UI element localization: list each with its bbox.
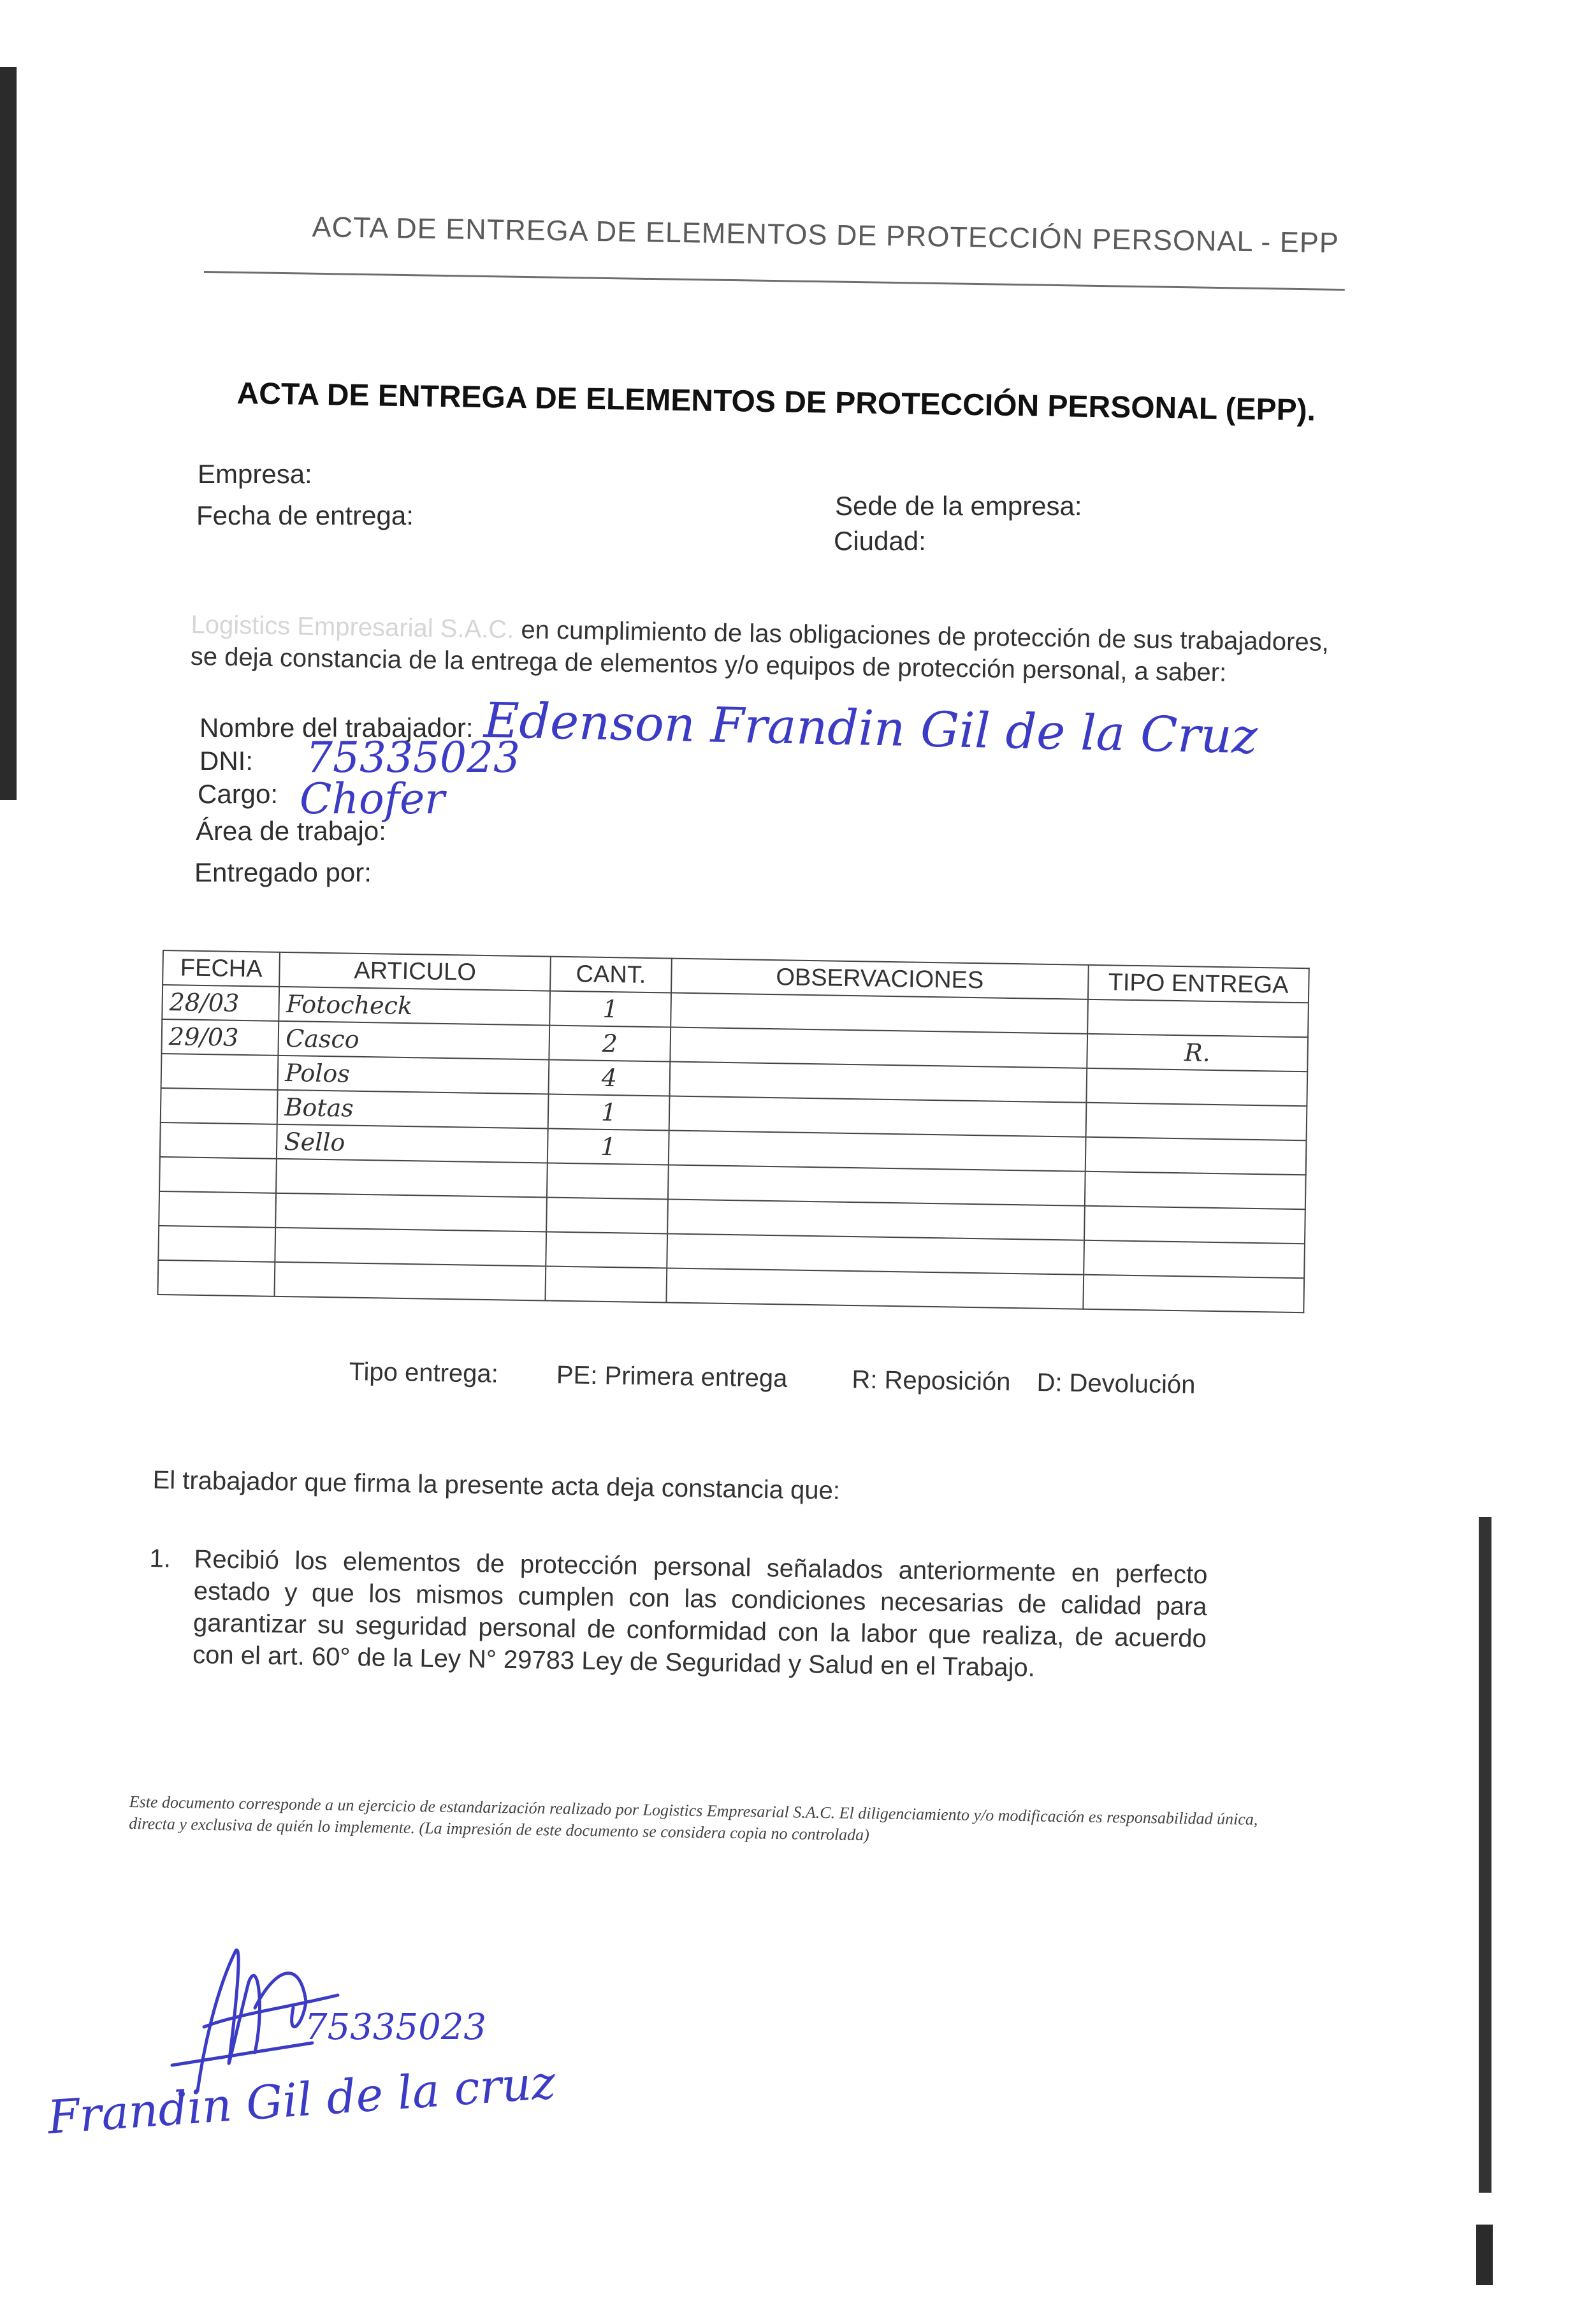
cell-articulo: Polos xyxy=(278,1056,549,1094)
signature-dni: 75335023 xyxy=(305,2007,487,2048)
cell-articulo: Casco xyxy=(279,1021,549,1060)
intro-company: Logistics Empresarial S.A.C. xyxy=(191,610,514,644)
cell-articulo xyxy=(275,1228,546,1267)
cell-articulo: Fotocheck xyxy=(279,987,550,1026)
cell-cant: 1 xyxy=(549,991,671,1028)
cell-fecha xyxy=(160,1122,277,1159)
cell-tipo-entrega xyxy=(1083,1275,1304,1312)
disclaimer-note: Este documento corresponde a un ejercicio de estandarización realizado por Logistics Empresarial S.A.C. El diligenciamiento y/o modificación es responsabilidad única, directa y exclusiva de quién lo implemente. (La impresión de este documento se considera copia no controlada) xyxy=(128,1792,1258,1845)
fecha-entrega-label: Fecha de entrega: xyxy=(196,500,414,530)
col-header-observaciones: OBSERVACIONES xyxy=(671,959,1088,999)
cell-tipo-entrega xyxy=(1084,1240,1305,1278)
ciudad-label: Ciudad: xyxy=(834,526,926,556)
statement-item-number: 1. xyxy=(149,1544,171,1573)
legend-label: Tipo entrega: xyxy=(349,1358,499,1388)
nombre-value: Edenson Frandin Gil de la Cruz xyxy=(483,692,1258,765)
cell-tipo-entrega: R. xyxy=(1087,1034,1308,1071)
cell-fecha: 29/03 xyxy=(161,1019,279,1056)
nombre-label: Nombre del trabajador: xyxy=(200,713,474,743)
cell-cant: 2 xyxy=(549,1026,671,1062)
empresa-label: Empresa: xyxy=(198,459,312,489)
statement-intro: El trabajador que firma la presente acta deja constancia que: xyxy=(152,1466,841,1505)
document-title: ACTA DE ENTREGA DE ELEMENTOS DE PROTECCIÓN PERSONAL (EPP). xyxy=(236,376,1316,428)
scan-edge-left xyxy=(0,67,17,800)
tipo-entrega-legend xyxy=(349,1358,1247,1400)
epp-table-container xyxy=(157,950,1309,1313)
cargo-value: Chofer xyxy=(300,774,445,824)
cell-tipo-entrega xyxy=(1085,1103,1307,1140)
intro-paragraph xyxy=(190,609,1338,690)
statement-item xyxy=(148,1543,1208,1687)
cell-fecha xyxy=(161,1054,279,1090)
cell-tipo-entrega xyxy=(1084,1172,1305,1209)
intro-text: en cumplimiento de las obligaciones de protección de sus trabajadores, se deja constancia de la entrega de elementos y/o equipos de protección personal, a saber: xyxy=(190,615,1330,687)
cargo-label: Cargo: xyxy=(198,779,279,809)
cell-fecha xyxy=(159,1191,276,1228)
header-divider xyxy=(204,271,1345,291)
cell-tipo-entrega xyxy=(1087,999,1309,1037)
cell-tipo-entrega xyxy=(1085,1137,1306,1175)
scan-edge-right-bottom xyxy=(1476,2225,1493,2285)
entregado-label: Entregado por: xyxy=(194,857,372,887)
scan-edge-right xyxy=(1479,1517,1491,2193)
cell-cant: 4 xyxy=(548,1060,670,1096)
cell-fecha: 28/03 xyxy=(162,985,279,1021)
col-header-cant: CANT. xyxy=(550,957,672,993)
cell-tipo-entrega xyxy=(1086,1068,1307,1106)
dni-label: DNI: xyxy=(200,746,253,776)
cell-cant xyxy=(546,1232,667,1268)
col-header-tipo-entrega: TIPO ENTREGA xyxy=(1087,965,1309,1003)
header-title: ACTA DE ENTREGA DE ELEMENTOS DE PROTECCIÓN PERSONAL - EPP xyxy=(312,210,1340,259)
legend-r: R: Reposición xyxy=(852,1365,1011,1397)
cell-fecha xyxy=(158,1226,275,1262)
cell-tipo-entrega xyxy=(1084,1206,1305,1244)
cell-cant: 1 xyxy=(548,1094,669,1131)
area-label: Área de trabajo: xyxy=(196,816,386,846)
col-header-articulo: ARTICULO xyxy=(280,952,551,991)
cell-cant xyxy=(545,1267,667,1303)
legend-pe: PE: Primera entrega xyxy=(556,1361,788,1393)
cell-cant xyxy=(546,1198,668,1234)
cell-fecha xyxy=(159,1157,277,1193)
legend-d: D: Devolución xyxy=(1036,1368,1196,1399)
epp-table xyxy=(157,950,1309,1313)
sede-label: Sede de la empresa: xyxy=(835,491,1082,521)
cell-observaciones xyxy=(667,1268,1084,1309)
statement-item-text: Recibió los elementos de protección personal señalados anteriormente en perfecto estado y que los mismos cumplen con las condiciones necesarias de calidad para garantizar su seguridad personal de conformidad con la labor que realiza, de acuerdo con el art. 60° de la Ley N° 29783 Ley de Seguridad y Salud en el Trabajo. xyxy=(192,1545,1208,1682)
dni-value: 75335023 xyxy=(306,733,520,782)
cell-fecha xyxy=(161,1088,278,1124)
col-header-fecha: FECHA xyxy=(163,950,280,987)
table-body xyxy=(158,985,1309,1312)
cell-cant xyxy=(547,1163,669,1200)
cell-articulo xyxy=(276,1159,547,1198)
cell-articulo: Sello xyxy=(277,1124,548,1163)
cell-articulo: Botas xyxy=(277,1090,548,1129)
cell-articulo xyxy=(276,1193,547,1232)
signature-name: Frandin Gil de la cruz xyxy=(46,2055,557,2144)
cell-articulo xyxy=(275,1262,546,1301)
cell-cant: 1 xyxy=(548,1129,669,1165)
cell-fecha xyxy=(158,1260,275,1296)
